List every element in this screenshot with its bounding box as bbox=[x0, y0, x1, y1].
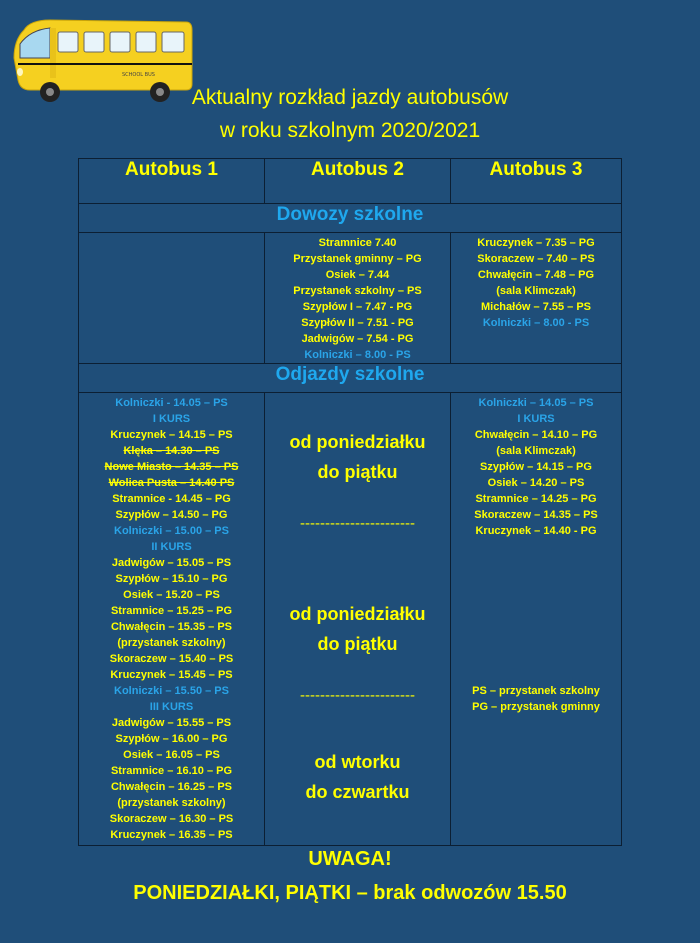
stop-entry: III KURS bbox=[149, 701, 194, 713]
dowozy-bus3-list bbox=[451, 233, 622, 364]
stop-entry: Chwałęcin – 15.35 – PS bbox=[110, 621, 233, 633]
odjazdy-bus1-list bbox=[79, 393, 265, 846]
stop-entry: (sala Klimczak) bbox=[496, 445, 576, 457]
warning-text: PONIEDZIAŁKI, PIĄTKI – brak odwozów 15.50 bbox=[133, 882, 567, 904]
stop-entry: Osiek – 14.20 – PS bbox=[487, 477, 585, 489]
dowozy-bus2-list bbox=[265, 233, 451, 364]
header-bus2: Autobus 2 bbox=[265, 159, 451, 204]
warning-title: UWAGA! bbox=[308, 848, 392, 870]
days-note-2: od poniedziałku do piątku bbox=[289, 604, 426, 654]
stop-entry: Stramnice – 14.25 – PG bbox=[475, 493, 597, 505]
stop-entry: Chwałęcin – 14.10 – PG bbox=[474, 429, 598, 441]
divider-2: ----------------------- bbox=[300, 687, 415, 704]
stop-entry: Skoraczew – 14.35 – PS bbox=[474, 509, 598, 521]
stop-entry: Jadwigów – 15.05 – PS bbox=[111, 557, 232, 569]
page-title-line2: w roku szkolnym 2020/2021 bbox=[219, 119, 481, 142]
stop-entry: Osiek – 15.20 – PS bbox=[123, 589, 220, 601]
section-title-odjazdy: Odjazdy szkolne bbox=[79, 364, 622, 393]
dowozy-row bbox=[79, 233, 622, 364]
odjazdy-row bbox=[79, 393, 622, 846]
stop-entry: Kruczynek – 7.35 – PG bbox=[477, 237, 595, 249]
stop-entry: Stramnice – 15.25 – PG bbox=[110, 605, 233, 617]
page-title-line1: Aktualny rozkład jazdy autobusów bbox=[191, 86, 509, 109]
stop-entry: (sala Klimczak) bbox=[496, 285, 576, 297]
stop-entry: Skoraczew – 15.40 – PS bbox=[109, 653, 234, 665]
stop-entry: Kolniczki – 8.00 - PS bbox=[482, 317, 590, 329]
stop-entry: Chwałęcin – 16.25 – PS bbox=[110, 781, 233, 793]
stop-entry: Skoraczew – 16.30 – PS bbox=[109, 813, 234, 825]
stop-entry: Szypłów – 15.10 – PG bbox=[115, 573, 228, 585]
odjazdy-bus3-cell bbox=[451, 393, 622, 846]
odjazdy-bus2-cell bbox=[265, 393, 451, 846]
stop-entry: II KURS bbox=[151, 541, 192, 553]
stop-entry: Przystanek szkolny – PS bbox=[293, 285, 422, 297]
stop-entry: I KURS bbox=[152, 413, 191, 425]
stop-legend bbox=[451, 683, 621, 715]
stop-entry: Osiek – 16.05 – PS bbox=[123, 749, 220, 761]
stop-entry: Klęka – 14.30 – PS bbox=[123, 445, 220, 457]
stop-entry: Jadwigów – 15.55 – PS bbox=[111, 717, 232, 729]
stop-entry: Osiek – 7.44 bbox=[325, 269, 390, 281]
stop-entry: Kruczynek – 14.40 - PG bbox=[475, 525, 597, 537]
stop-entry: Nowe Miasto – 14.35 – PS bbox=[104, 461, 239, 473]
stop-entry: Wolica Pusta – 14.40 PS bbox=[108, 477, 235, 489]
stop-entry: Szypłów – 14.50 – PG bbox=[115, 509, 228, 521]
stop-entry: Szypłów – 16.00 – PG bbox=[115, 733, 228, 745]
legend-pg: PG – przystanek gminny bbox=[472, 701, 600, 713]
stop-entry: Szypłów I – 7.47 - PG bbox=[302, 301, 413, 313]
dowozy-bus1-cell bbox=[79, 233, 265, 364]
stop-entry: Jadwigów – 7.54 - PG bbox=[301, 333, 414, 345]
stop-entry: Michałów – 7.55 – PS bbox=[480, 301, 592, 313]
days-note-3: od wtorku do czwartku bbox=[305, 752, 410, 802]
stop-entry: Kolniczki – 14.05 – PS bbox=[478, 397, 594, 409]
odjazdy-bus3-list bbox=[451, 395, 621, 539]
stop-entry: Stramnice - 14.45 – PG bbox=[112, 493, 231, 505]
section-title-dowozy: Dowozy szkolne bbox=[79, 204, 622, 233]
stop-entry: Kolniczki – 15.00 – PS bbox=[114, 525, 229, 537]
stop-entry: (przystanek szkolny) bbox=[117, 797, 226, 809]
stop-entry: I KURS bbox=[517, 413, 555, 425]
stop-entry: Chwałęcin – 7.48 – PG bbox=[477, 269, 595, 281]
section-row-dowozy bbox=[79, 204, 622, 233]
stop-entry: Kruczynek – 15.45 – PS bbox=[110, 669, 233, 681]
divider-1: ----------------------- bbox=[300, 515, 415, 532]
svg-text:SCHOOL BUS: SCHOOL BUS bbox=[122, 72, 155, 78]
stop-entry: Stramnice 7.40 bbox=[318, 237, 397, 249]
stop-entry: Przystanek gminny – PG bbox=[293, 253, 422, 265]
stop-entry: Kruczynek – 14.15 – PS bbox=[110, 429, 233, 441]
stop-entry: Kolniczki - 14.05 – PS bbox=[115, 397, 228, 409]
days-note-1: od poniedziałku do piątku bbox=[289, 432, 426, 482]
stop-entry: Kruczynek – 16.35 – PS bbox=[110, 829, 233, 841]
stop-entry: Kolniczki – 8.00 - PS bbox=[304, 349, 411, 361]
header-bus3: Autobus 3 bbox=[451, 159, 622, 204]
header-bus1: Autobus 1 bbox=[79, 159, 265, 204]
stop-entry: Stramnice – 16.10 – PG bbox=[110, 765, 233, 777]
stop-entry: Szypłów – 14.15 – PG bbox=[480, 461, 592, 473]
header-row bbox=[79, 159, 622, 204]
stop-entry: Szypłów II – 7.51 - PG bbox=[301, 317, 414, 329]
stop-entry: Skoraczew – 7.40 – PS bbox=[477, 253, 595, 265]
section-row-odjazdy bbox=[79, 364, 622, 393]
bus-schedule-table bbox=[78, 158, 622, 846]
stop-entry: (przystanek szkolny) bbox=[117, 637, 226, 649]
legend-ps: PS – przystanek szkolny bbox=[472, 685, 600, 697]
stop-entry: Kolniczki – 15.50 – PS bbox=[114, 685, 229, 697]
